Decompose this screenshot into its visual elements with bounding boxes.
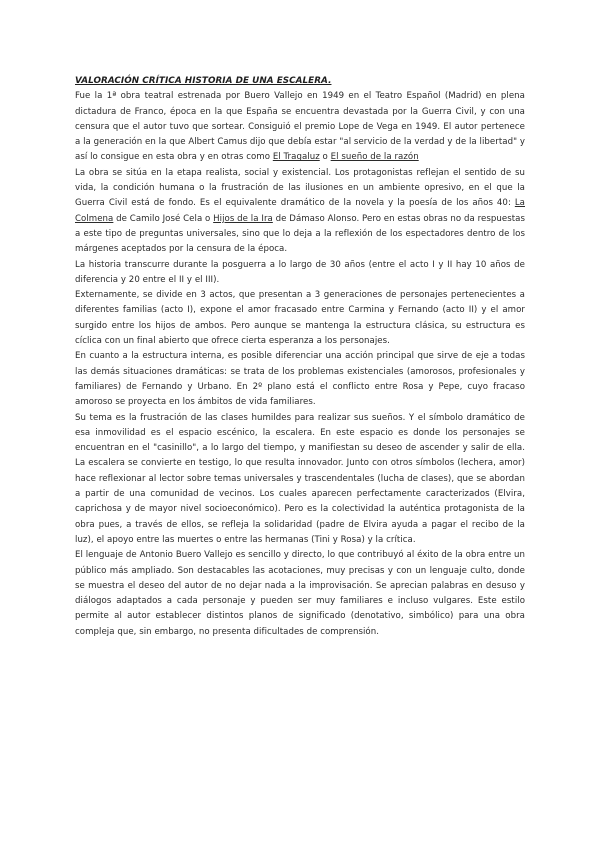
paragraph-context-text-b: o [319, 152, 331, 163]
work-reference-la-colmena: La Colmena [75, 198, 525, 224]
paragraph-language: El lenguaje de Antonio Buero Vallejo es sencillo y directo, lo que contribuyó al éxito de la obra entre un público más ampliado. Son destacables las acotaciones, muy precisas y con un lenguaje culto, donde se muestra el deseo del autor de no dejar nada a la improvisación. Se aprecian palabras en desuso y diálogos adaptados a cada personaje y pueden ser muy familiares e incluso vulgares. Este estilo permite al autor establecer distintos planos de significado (denotativo, simbólico) para una obra compleja que, sin embargo, no presenta dificultades de comprensión. [75, 550, 525, 637]
paragraph-internal-structure: En cuanto a la estructura interna, es posible diferenciar una acción principal que sirve de eje a todas las demás situaciones dramáticas: se trata de los problemas existenciales (amorosos, profesionales y familiares) de Fernando y Urbano. En 2º plano está el conflicto entre Rosa y Pepe, cuyo fracaso amoroso se proyecta en los ámbitos de vida familiares. [75, 351, 525, 408]
paragraph-timeline: La historia transcurre durante la posguerra a lo largo de 30 años (entre el acto I y II hay 10 años de diferencia y 20 entre el II y el III). [75, 259, 525, 285]
document-title: VALORACIÓN CRÍTICA HISTORIA DE UNA ESCALERA. [75, 76, 332, 86]
paragraph-stage [75, 166, 525, 258]
paragraph-stage-text-b: de Camilo José Cela o [113, 213, 214, 224]
paragraph-theme: Su tema es la frustración de las clases humildes para realizar sus sueños. Y el símbolo dramático de esa inmovilidad es el espacio escénico, la escalera. En este espacio es donde los personajes se encuentran en el "casinillo", a lo largo del tiempo, y manifiestan su deseo de ascender y salir de ella. La escalera se convierte en testigo, lo que resulta innovador. Junto con otros símbolos (lechera, amor) hace reflexionar al lector sobre temas universales y trascendentales (lucha de clases), que se abordan a partir de una comunidad de vecinos. Los cuales aparecen perfectamente caracterizados (Elvira, caprichosa y de mayor nivel socioeconómico). Pero es la colectividad la auténtica protagonista de la obra pues, a través de ellos, se refleja la solidaridad (padre de Elvira ayuda a pagar el recibo de la luz), el apoyo entre las muertes o entre las hermanas (Tini y Rosa) y la crítica. [75, 412, 525, 545]
work-reference-el-tragaluz: El Tragaluz [272, 152, 320, 163]
paragraph-external-structure: Externamente, se divide en 3 actos, que presentan a 3 generaciones de personajes pertenecientes a diferentes familias (acto I), expone el amor fracasado entre Carmina y Fernando (acto II) y el amor surgido entre los hijos de ambos. Pero aunque se mantenga la estructura clásica, su estructura es cíclica con un final abierto que ofrece cierta esperanza a los personajes. [75, 290, 525, 347]
work-reference-hijos-de-la-ira: Hijos de la Ira [213, 213, 273, 224]
work-reference-el-sueno-de-la-razon: El sueño de la razón [330, 152, 419, 163]
paragraph-context [75, 89, 525, 165]
document-body [75, 74, 525, 640]
paragraph-context-text-a: Fue la 1ª obra teatral estrenada por Buero Vallejo en 1949 en el Teatro Español (Madrid) en plena dictadura de Franco, época en la que España se encuentra devastada por la Guerra Civil, y con una censura que el autor tuvo que sortear. Consiguió el premio Lope de Vega en 1949. El autor pertenece a la generación en la que Albert Camus dijo que debía estar "al servicio de la verdad y de la libertad" y así lo consigue en esta obra y en otras como [75, 91, 525, 163]
paragraph-stage-text-a: La obra se sitúa en la etapa realista, social y existencial. Los protagonistas reflejan el sentido de su vida, la condición humana o la frustración de las ilusiones en un ambiente opresivo, en el que la Guerra Civil está de fondo. Es el equivalente dramático de la novela y la poesía de los años 40: [75, 167, 525, 209]
paragraph-stage-text-c: de Dámaso Alonso. Pero en estas obras no da respuestas a este tipo de preguntas universales, sino que lo deja a la reflexión de los espectadores dentro de los márgenes aceptados por la censura de la época. [75, 213, 525, 255]
